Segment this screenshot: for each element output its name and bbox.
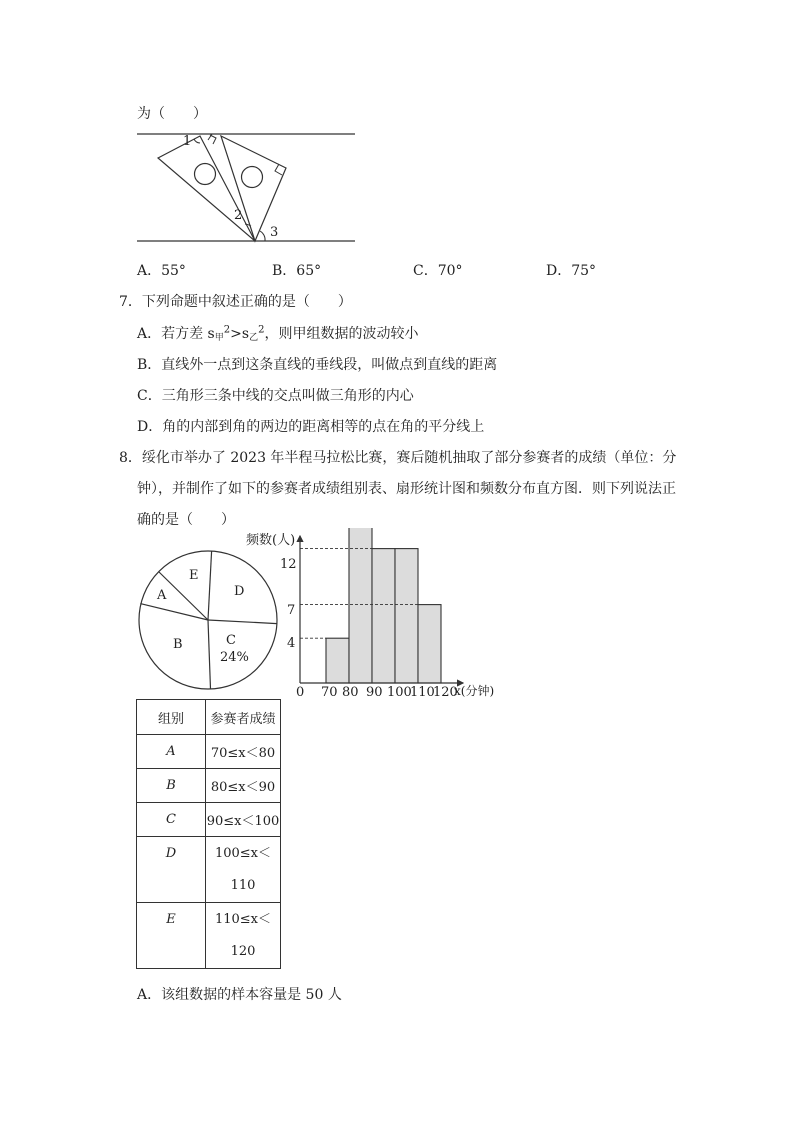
table-row	[137, 769, 281, 803]
angle-3-arc	[260, 231, 265, 241]
table-cell-range: 70≤x＜80	[206, 735, 281, 769]
pie-label-a: A	[157, 588, 167, 603]
right-angle-mark-1	[208, 134, 212, 140]
y-tick-12: 12	[280, 557, 297, 572]
q8-stem-line2: 钟），并制作了如下的参赛者成绩组别表、扇形统计图和频数分布直方图．则下列说法正	[137, 481, 676, 497]
q7-a-mid: >s	[230, 326, 250, 342]
x-tick-100: 100	[387, 685, 412, 700]
q6-stem-tail: 为（ ）	[137, 106, 207, 122]
pie-label-c: C	[226, 633, 236, 648]
range-line-2: 120	[230, 943, 256, 959]
histogram-bar-70-80	[326, 638, 349, 683]
q6-option-d: D．75°	[546, 263, 597, 279]
group-table	[136, 699, 281, 969]
q8-stem-line1: 8．绥化市举办了 2023 年半程马拉松比赛，赛后随机抽取了部分参赛者的成绩（单位：分	[119, 450, 677, 466]
y-tick-4: 4	[287, 636, 296, 651]
y-axis-label: 频数(人)	[246, 533, 296, 548]
table-row	[137, 803, 281, 837]
table-cell-group: E	[137, 903, 206, 969]
table-cell-range	[206, 837, 281, 903]
histogram-bar-80-90	[349, 528, 372, 683]
q7-a-post: ，则甲组数据的波动较小	[264, 326, 419, 342]
pie-divider-e-d	[208, 551, 212, 620]
table-header-range: 参赛者成绩	[206, 700, 281, 735]
histogram-bar-90-100	[372, 549, 395, 683]
table-cell-range: 80≤x＜90	[206, 769, 281, 803]
x-tick-0: 0	[296, 685, 305, 700]
left-triangle	[158, 136, 255, 241]
q6-option-a: A．55°	[137, 263, 186, 279]
q7-stem: 7．下列命题中叙述正确的是（ ）	[119, 294, 352, 310]
x-axis-label: x(分钟)	[454, 684, 495, 698]
x-tick-110: 110	[410, 685, 435, 700]
histogram-bars	[326, 528, 441, 683]
q7-a-sub1: 甲	[214, 333, 224, 343]
pie-label-d: D	[234, 584, 245, 599]
angle-1-label: 1	[183, 134, 192, 149]
table-row	[137, 735, 281, 769]
q6-figure	[130, 128, 362, 250]
table-cell-group: B	[137, 769, 206, 803]
right-triangle-hole	[242, 167, 263, 188]
pie-label-b: B	[173, 637, 183, 652]
q6-option-c: C．70°	[413, 263, 463, 279]
left-triangle-hole	[195, 164, 216, 185]
q7-option-a	[137, 323, 418, 343]
pie-divider-b-a	[140, 604, 208, 620]
angle-2-label: 2	[234, 208, 243, 223]
q7-a-sup2: 2	[258, 324, 265, 336]
histogram-bar-100-110	[395, 549, 418, 683]
range-line-2: 110	[230, 877, 256, 893]
table-cell-group: D	[137, 837, 206, 903]
histogram-bar-110-120	[418, 605, 441, 683]
q8-option-a: A．该组数据的样本容量是 50 人	[137, 987, 342, 1003]
table-row	[137, 903, 281, 969]
pie-label-c-percent: 24%	[220, 650, 249, 665]
range-line-1: 110≤x＜	[214, 911, 272, 927]
table-cell-range	[206, 903, 281, 969]
q7-option-d: D．角的内部到角的两边的距离相等的点在角的平分线上	[137, 419, 485, 435]
x-tick-90: 90	[366, 685, 383, 700]
range-line-1: 100≤x＜	[214, 845, 272, 861]
q8-stem-line3: 确的是（ ）	[137, 512, 235, 528]
q7-option-b: B．直线外一点到这条直线的垂线段，叫做点到直线的距离	[137, 357, 498, 373]
x-tick-80: 80	[342, 685, 359, 700]
q7-a-pre: A．若方差 s	[137, 326, 215, 342]
q6-option-b: B．65°	[272, 263, 322, 279]
angle-3-label: 3	[270, 225, 279, 240]
angle-1-arc	[194, 139, 200, 143]
x-tick-70: 70	[321, 685, 338, 700]
table-cell-group: A	[137, 735, 206, 769]
pie-label-e: E	[189, 568, 199, 583]
pie-divider-c-b	[208, 620, 211, 689]
table-header-row	[137, 700, 281, 735]
x-tick-120: 120	[433, 685, 458, 700]
table-cell-range: 90≤x＜100	[206, 803, 281, 837]
table-cell-group: C	[137, 803, 206, 837]
table-row	[137, 837, 281, 903]
q7-a-sub2: 乙	[249, 333, 259, 343]
q7-option-c: C．三角形三条中线的交点叫做三角形的内心	[137, 388, 414, 404]
histogram	[238, 528, 508, 700]
y-tick-7: 7	[287, 603, 296, 618]
table-header-group: 组别	[137, 700, 206, 735]
q7-a-sup1: 2	[223, 324, 231, 336]
